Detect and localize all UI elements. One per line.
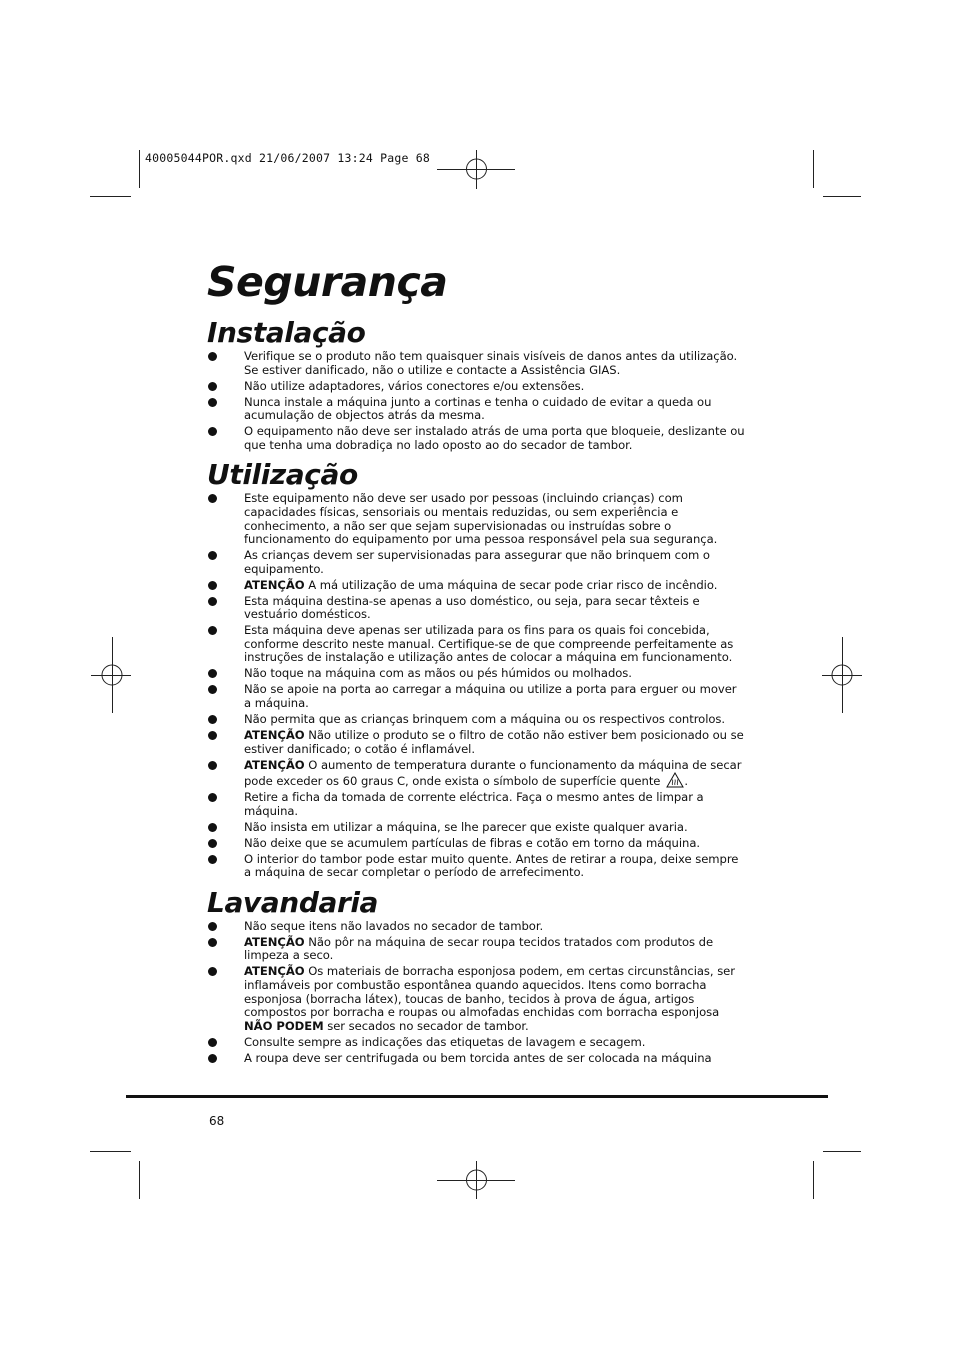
list-item: Não toque na máquina com as mãos ou pés húmidos ou molhados. [207,667,747,681]
list-item: Verifique se o produto não tem quaisquer sinais visíveis de danos antes da utilização. Se estiver danificado, não o utilize e contacte a Assistência GIAS. [207,350,747,377]
bullet-icon [208,938,217,947]
bullet-icon [208,855,217,864]
bullet-icon [208,494,217,503]
bullet-icon [208,715,217,724]
page-content [207,254,747,1068]
bullet-icon [208,967,217,976]
bullet-icon [208,793,217,802]
list-item: Esta máquina deve apenas ser utilizada para os fins para os quais foi concebida, conforme descrito neste manual. Certifique-se de que compreende perfeitamente as instruções de instalação e utilização antes de colocar a máquina em funcionamento. [207,624,747,665]
warning-label: ATENÇÃO [244,934,305,949]
list-item: Não permita que as crianças brinquem com a máquina ou os respectivos controlos. [207,713,747,727]
bullet-icon [208,398,217,407]
list-item: ATENÇÃO Os materiais de borracha esponjosa podem, em certas circunstâncias, ser inflamáveis por combustão espontânea quando aquecidos. Itens como borracha esponjosa (borracha látex), toucas de banho, tecidos à prova de água, artigos compostos por borracha e roupas ou almofadas enchidas com borracha esponjosa NÃO PODEM ser secados no secador de tambor. [207,965,747,1033]
bullet-icon [208,352,217,361]
hot-surface-warning-icon [666,772,684,788]
list-item: Esta máquina destina-se apenas a uso doméstico, ou seja, para secar têxteis e vestuário domésticos. [207,595,747,622]
list-item: Não seque itens não lavados no secador de tambor. [207,920,747,934]
section-heading-usage: Utilização [207,458,358,492]
list-item: A roupa deve ser centrifugada ou bem torcida antes de ser colocada na máquina [207,1052,747,1066]
usage-list [207,492,747,880]
bullet-icon [208,551,217,560]
list-item: Não deixe que se acumulem partículas de fibras e cotão em torno da máquina. [207,837,747,851]
warning-label: ATENÇÃO [244,727,305,742]
page-number: 68 [209,1114,225,1128]
bullet-icon [208,626,217,635]
footer-rule [126,1095,828,1098]
list-item: Nunca instale a máquina junto a cortinas e tenha o cuidado de evitar a queda ou acumulação de objectos atrás da mesma. [207,396,747,423]
section-heading-installation: Instalação [207,316,366,349]
registration-mark-right [822,637,862,713]
list-item: Consulte sempre as indicações das etiquetas de lavagem e secagem. [207,1036,747,1050]
list-item: O equipamento não deve ser instalado atrás de uma porta que bloqueie, deslizante ou que tenha uma dobradiça no lado oposto ao do secador de tambor. [207,425,747,452]
list-item: O interior do tambor pode estar muito quente. Antes de retirar a roupa, deixe sempre a máquina de secar completar o período de arrefecimento. [207,853,747,880]
registration-mark-bottom [437,1161,515,1199]
installation-list [207,350,747,452]
bullet-icon [208,427,217,436]
bullet-icon [208,685,217,694]
bullet-icon [208,823,217,832]
bullet-icon [208,1038,217,1047]
bullet-icon [208,839,217,848]
bullet-icon [208,382,217,391]
list-item: Este equipamento não deve ser usado por pessoas (incluindo crianças) com capacidades físicas, sensoriais ou mentais reduzidas, ou sem experiência e conhecimento, a não ser que sejam supervisionadas ou instruídas sobre o funcionamento do equipamento por uma pessoa responsável pela sua segurança. [207,492,747,546]
list-item: Retire a ficha da tomada de corrente eléctrica. Faça o mesmo antes de limpar a máquina. [207,791,747,818]
emphasis-text: NÃO PODEM [244,1018,324,1033]
list-item: Não utilize adaptadores, vários conectores e/ou extensões. [207,380,747,394]
bullet-icon [208,581,217,590]
list-item: ATENÇÃO Não utilize o produto se o filtro de cotão não estiver bem posicionado ou se estiver danificado; o cotão é inflamável. [207,729,747,756]
section-heading-laundry: Lavandaria [207,885,379,919]
warning-label: ATENÇÃO [244,577,305,592]
list-item: ATENÇÃO Não pôr na máquina de secar roupa tecidos tratados com produtos de limpeza a seco. [207,936,747,963]
page-title: Segurança [207,258,448,306]
list-item: Não se apoie na porta ao carregar a máquina ou utilize a porta para erguer ou mover a máquina. [207,683,747,710]
list-item: Não insista em utilizar a máquina, se lhe parecer que existe qualquer avaria. [207,821,747,835]
list-item: ATENÇÃO A má utilização de uma máquina de secar pode criar risco de incêndio. [207,579,747,593]
bullet-icon [208,597,217,606]
registration-mark-left [91,637,131,713]
warning-label: ATENÇÃO [244,757,305,772]
laundry-list [207,920,747,1066]
bullet-icon [208,731,217,740]
file-slug-line: 40005044POR.qxd 21/06/2007 13:24 Page 68 [145,151,430,165]
registration-mark-top [437,150,515,189]
bullet-icon [208,922,217,931]
bullet-icon [208,669,217,678]
bullet-icon [208,1054,217,1063]
list-item: As crianças devem ser supervisionadas para assegurar que não brinquem com o equipamento. [207,549,747,576]
list-item: ATENÇÃO O aumento de temperatura durante o funcionamento da máquina de secar pode exceder os 60 graus C, onde exista o símbolo de superfície quente . [207,759,747,789]
warning-label: ATENÇÃO [244,964,305,979]
bullet-icon [208,761,217,770]
